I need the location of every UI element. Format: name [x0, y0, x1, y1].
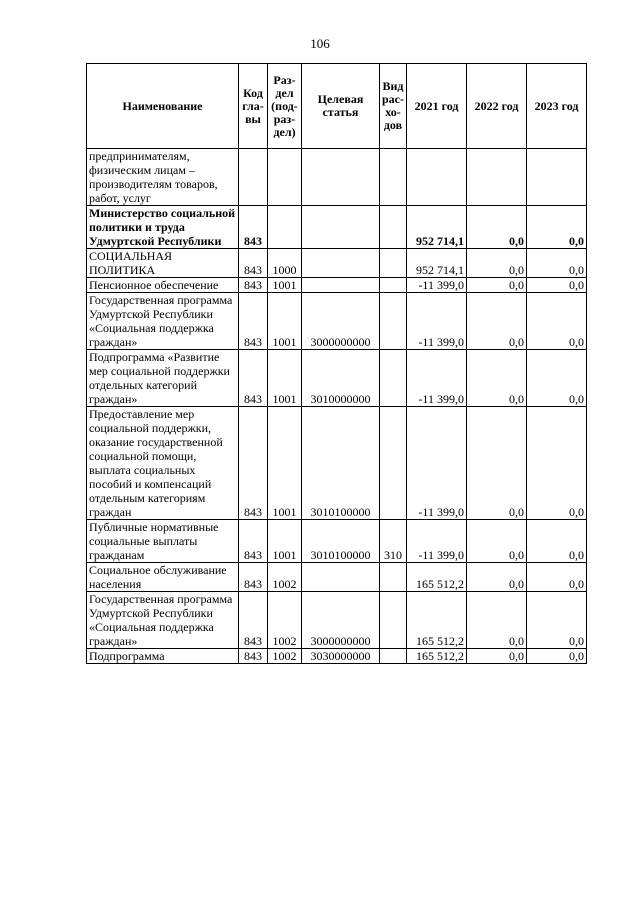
cell-2021: -11 399,0 — [407, 407, 467, 520]
cell-kind: 310 — [380, 520, 407, 563]
cell-kind — [380, 249, 407, 278]
cell-code: 843 — [239, 206, 268, 249]
cell-2022: 0,0 — [467, 592, 527, 649]
cell-target: 3010100000 — [302, 407, 380, 520]
cell-2023: 0,0 — [527, 649, 587, 664]
cell-2021: 165 512,2 — [407, 563, 467, 592]
header-name: Наименование — [87, 64, 239, 149]
budget-table — [86, 63, 587, 664]
header-target: Целевая статья — [302, 64, 380, 149]
cell-target — [302, 278, 380, 293]
cell-target — [302, 149, 380, 206]
table-row — [87, 293, 587, 350]
cell-2022: 0,0 — [467, 249, 527, 278]
cell-target: 3010000000 — [302, 350, 380, 407]
cell-kind — [380, 293, 407, 350]
table-header — [87, 64, 587, 149]
cell-kind — [380, 592, 407, 649]
cell-2022 — [467, 149, 527, 206]
cell-kind — [380, 350, 407, 407]
cell-code: 843 — [239, 520, 268, 563]
cell-kind — [380, 563, 407, 592]
header-code: Код гла- вы — [239, 64, 268, 149]
cell-target: 3000000000 — [302, 592, 380, 649]
table-body — [87, 149, 587, 664]
cell-2022: 0,0 — [467, 520, 527, 563]
cell-2021: 952 714,1 — [407, 206, 467, 249]
cell-2021: 165 512,2 — [407, 649, 467, 664]
table-row — [87, 206, 587, 249]
table-row — [87, 149, 587, 206]
cell-2023 — [527, 149, 587, 206]
cell-kind — [380, 278, 407, 293]
cell-code: 843 — [239, 592, 268, 649]
cell-2021: -11 399,0 — [407, 278, 467, 293]
cell-section: 1002 — [268, 649, 302, 664]
cell-name: СОЦИАЛЬНАЯ ПОЛИТИКА — [87, 249, 239, 278]
cell-name: Публичные нормативные социальные выплаты гражданам — [87, 520, 239, 563]
page-number: 106 — [310, 36, 330, 51]
cell-code: 843 — [239, 278, 268, 293]
cell-2023: 0,0 — [527, 293, 587, 350]
cell-name: Министерство социальной политики и труда Удмуртской Республики — [87, 206, 239, 249]
header-2023: 2023 год — [527, 64, 587, 149]
cell-2021: -11 399,0 — [407, 350, 467, 407]
cell-target: 3030000000 — [302, 649, 380, 664]
cell-2021: -11 399,0 — [407, 520, 467, 563]
cell-section: 1001 — [268, 278, 302, 293]
cell-section: 1002 — [268, 592, 302, 649]
cell-target: 3000000000 — [302, 293, 380, 350]
table-row — [87, 649, 587, 664]
cell-2023: 0,0 — [527, 407, 587, 520]
header-section: Раз- дел (под- раз- дел) — [268, 64, 302, 149]
cell-kind — [380, 407, 407, 520]
cell-2021 — [407, 149, 467, 206]
cell-section: 1002 — [268, 563, 302, 592]
cell-name: Государственная программа Удмуртской Республики «Социальная поддержка граждан» — [87, 592, 239, 649]
cell-section: 1001 — [268, 520, 302, 563]
header-2022: 2022 год — [467, 64, 527, 149]
cell-2021: 165 512,2 — [407, 592, 467, 649]
cell-section: 1001 — [268, 350, 302, 407]
cell-section — [268, 149, 302, 206]
table-row — [87, 350, 587, 407]
cell-target — [302, 206, 380, 249]
cell-2021: -11 399,0 — [407, 293, 467, 350]
cell-section: 1001 — [268, 407, 302, 520]
cell-code: 843 — [239, 249, 268, 278]
cell-code: 843 — [239, 293, 268, 350]
cell-target: 3010100000 — [302, 520, 380, 563]
header-kind: Вид рас- хо- дов — [380, 64, 407, 149]
cell-2023: 0,0 — [527, 563, 587, 592]
cell-name: Подпрограмма — [87, 649, 239, 664]
table-row — [87, 563, 587, 592]
header-2021: 2021 год — [407, 64, 467, 149]
cell-section — [268, 206, 302, 249]
cell-kind — [380, 206, 407, 249]
cell-code — [239, 149, 268, 206]
cell-2023: 0,0 — [527, 520, 587, 563]
table-row — [87, 249, 587, 278]
cell-2022: 0,0 — [467, 563, 527, 592]
cell-name: Социальное обслуживание населения — [87, 563, 239, 592]
cell-2022: 0,0 — [467, 206, 527, 249]
table-row — [87, 592, 587, 649]
cell-2023: 0,0 — [527, 592, 587, 649]
table-row — [87, 407, 587, 520]
cell-2022: 0,0 — [467, 293, 527, 350]
cell-2023: 0,0 — [527, 249, 587, 278]
cell-kind — [380, 149, 407, 206]
cell-code: 843 — [239, 407, 268, 520]
cell-target — [302, 563, 380, 592]
cell-section: 1001 — [268, 293, 302, 350]
cell-name: Пенсионное обеспечение — [87, 278, 239, 293]
cell-2021: 952 714,1 — [407, 249, 467, 278]
cell-code: 843 — [239, 350, 268, 407]
cell-name: Предоставление мер социальной поддержки, оказание государственной социальной помощи, выплата социальных пособий и компенсаций отдельным категориям граждан — [87, 407, 239, 520]
cell-2023: 0,0 — [527, 350, 587, 407]
cell-2023: 0,0 — [527, 206, 587, 249]
table-row — [87, 278, 587, 293]
cell-target — [302, 249, 380, 278]
cell-code: 843 — [239, 563, 268, 592]
cell-2022: 0,0 — [467, 350, 527, 407]
cell-name: предпринимателям, физическим лицам – производителям товаров, работ, услуг — [87, 149, 239, 206]
cell-section: 1000 — [268, 249, 302, 278]
cell-kind — [380, 649, 407, 664]
cell-name: Подпрограмма «Развитие мер социальной поддержки отдельных категорий граждан» — [87, 350, 239, 407]
cell-2023: 0,0 — [527, 278, 587, 293]
cell-2022: 0,0 — [467, 407, 527, 520]
cell-code: 843 — [239, 649, 268, 664]
table-row — [87, 520, 587, 563]
cell-2022: 0,0 — [467, 278, 527, 293]
cell-name: Государственная программа Удмуртской Республики «Социальная поддержка граждан» — [87, 293, 239, 350]
cell-2022: 0,0 — [467, 649, 527, 664]
